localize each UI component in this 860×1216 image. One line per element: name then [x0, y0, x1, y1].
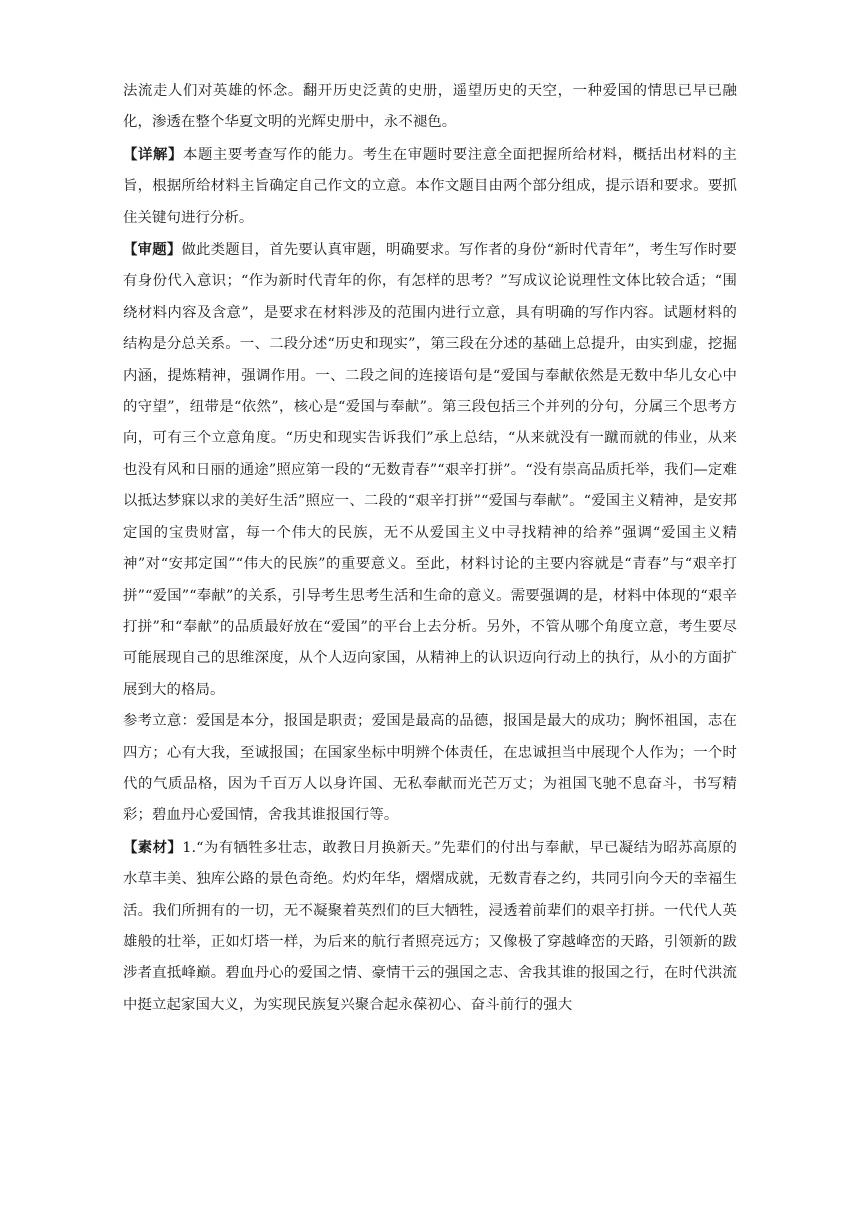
section-tag-review: 【审题】	[123, 241, 182, 259]
paragraph-reference-ideas: 参考立意：爱国是本分，报国是职责；爱国是最高的品德，报国是最大的成功；胸怀祖国，志在四方；心有大我，至诚报国；在国家坐标中明辨个体责任，在忠诚担当中展现个人作为；一个时代的气质品格，因为千百万人以身许国、无私奉献而光芒万丈；为祖国飞驰不息奋斗，书写精彩；碧血丹心爱国情，舍我其谁报国行等。	[123, 713, 737, 824]
paragraph-material-text: 1.“为有牺牲多壮志，敢教日月换新天。”先辈们的付出与奉献，早已凝结为昭苏高原的水草丰美、独库公路的景色奇绝。灼灼年华，熠熠成就，无数青春之约，共同引向今天的幸福生活。我们所拥有的一切，无不凝聚着英烈们的巨大牺牲，浸透着前辈们的艰辛打拼。一代代人英雄般的壮举，正如灯塔一样，为后来的航行者照亮远方；又像极了穿越峰峦的天路，引领新的跋涉者直抵峰巅。碧血丹心的爱国之情、豪情干云的强国之志、舍我其谁的报国之行，在时代洪流中挺立起家国大义，为实现民族复兴聚合起永葆初心、奋斗前行的强大	[123, 839, 738, 1013]
paragraph-detail	[123, 139, 737, 234]
paragraph-review-text: 做此类题目，首先要认真审题，明确要求。写作者的身份“新时代青年”，考生写作时要有身份代入意识；“作为新时代青年的你，有怎样的思考？”写成议论说理性文体比较合适；“围绕材料内容及含意”，是要求在材料涉及的范围内进行立意，具有明确的写作内容。试题材料的结构是分总关系。一、二段分述“历史和现实”，第三段在分述的基础上总提升，由实到虚，挖掘内涵，提炼精神，强调作用。一、二段之间的连接语句是“爱国与奉献依然是无数中华儿女心中的守望”，纽带是“依然”，核心是“爱国与奉献”。第三段包括三个并列的分句，分属三个思考方向，可有三个立意角度。“历史和现实告诉我们”承上总结，“从来就没有一蹴而就的伟业，从来也没有风和日丽的通途”照应第一段的“无数青春”“艰辛打拼”。“没有崇高品质托举，我们—定难以抵达梦寐以求的美好生活”照应一、二段的“艰辛打拼”“爱国与奉献”。“爱国主义精神，是安邦定国的宝贵财富，每一个伟大的民族，无不从爱国主义中寻找精神的给养”强调“爱国主义精神”对“安邦定国”“伟大的民族”的重要意义。至此，材料讨论的主要内容就是“青春”与“艰辛打拼”“爱国”“奉献”的关系，引导考生思考生活和生命的意义。需要强调的是，材料中体现的“艰辛打拼”和“奉献”的品质最好放在“爱国”的平台上去分析。另外，不管从哪个角度立意，考生要尽可能展现自己的思维深度，从个人迈向家国，从精神上的认识迈向行动上的执行，从小的方面扩展到大的格局。	[123, 242, 737, 698]
section-tag-detail: 【详解】	[123, 145, 183, 163]
paragraph-continuation: 法流走人们对英雄的怀念。翻开历史泛黄的史册，遥望历史的天空，一种爱国的情思已早已融化，渗透在整个华夏文明的光辉史册中，永不褪色。	[123, 83, 737, 131]
paragraph-material	[123, 832, 737, 1021]
section-tag-material: 【素材】	[123, 838, 183, 856]
paragraph-review	[123, 234, 737, 706]
paragraph-detail-text: 本题主要考查写作的能力。考生在审题时要注意全面把握所给材料，概括出材料的主旨，根据所给材料主旨确定自己作文的立意。本作文题目由两个部分组成，提示语和要求。要抓住关键句进行分析。	[123, 146, 737, 226]
document-page	[123, 76, 737, 1021]
